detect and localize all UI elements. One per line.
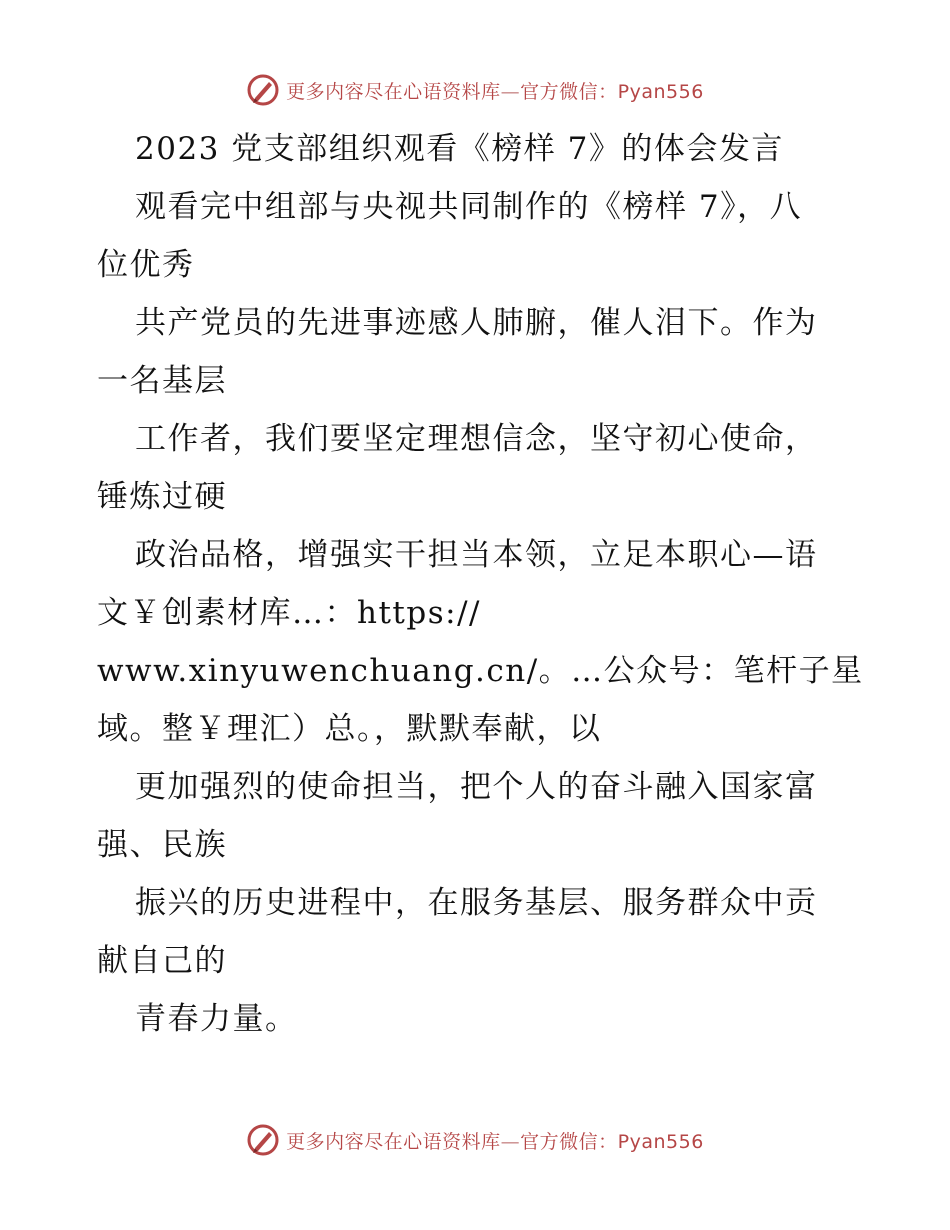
document-body [97,120,867,1048]
text-line: 强、民族 [97,827,227,863]
text-line: 共产党员的先进事迹感人肺腑，催人泪下。作为 [135,305,818,341]
text-line: 青春力量。 [135,1001,298,1037]
pen-logo-icon [246,1123,280,1157]
text-line: 锤炼过硬 [97,479,227,515]
pen-logo-icon [246,73,280,107]
text-line: www.xinyuwenchuang.cn/。…公众号：笔杆子星 [97,653,864,689]
text-line: 一名基层 [97,363,227,399]
watermark-dash: — [500,1130,521,1153]
watermark-text [286,1127,704,1154]
text-line: 域。整￥理汇）总。，默默奉献，以 [97,711,602,747]
watermark-main: 更多内容尽在心语资料库 [286,1130,501,1153]
text-line: 政治品格，增强实干担当本领，立足本职心—语 [135,537,818,573]
watermark-rest: 官方微信：Pyan556 [520,1130,704,1153]
footer-watermark [0,1120,950,1160]
watermark-dash: — [500,80,521,103]
header-watermark-inner [246,73,704,107]
text-line: 观看完中组部与央视共同制作的《榜样 7》，八 [135,189,803,225]
text-line: 文￥创素材库…：https:// [97,595,481,631]
watermark-rest: 官方微信：Pyan556 [520,80,704,103]
document-title: 2023 党支部组织观看《榜样 7》的体会发言 [135,131,784,167]
text-line: 献自己的 [97,943,227,979]
watermark-main: 更多内容尽在心语资料库 [286,80,501,103]
text-line: 位优秀 [97,247,195,283]
header-watermark [0,70,950,110]
text-line: 工作者，我们要坚定理想信念，坚守初心使命， [135,421,818,457]
text-line: 振兴的历史进程中，在服务基层、服务群众中贡 [135,885,818,921]
text-line: 更加强烈的使命担当，把个人的奋斗融入国家富 [135,769,818,805]
watermark-text [286,77,704,104]
footer-watermark-inner [246,1123,704,1157]
